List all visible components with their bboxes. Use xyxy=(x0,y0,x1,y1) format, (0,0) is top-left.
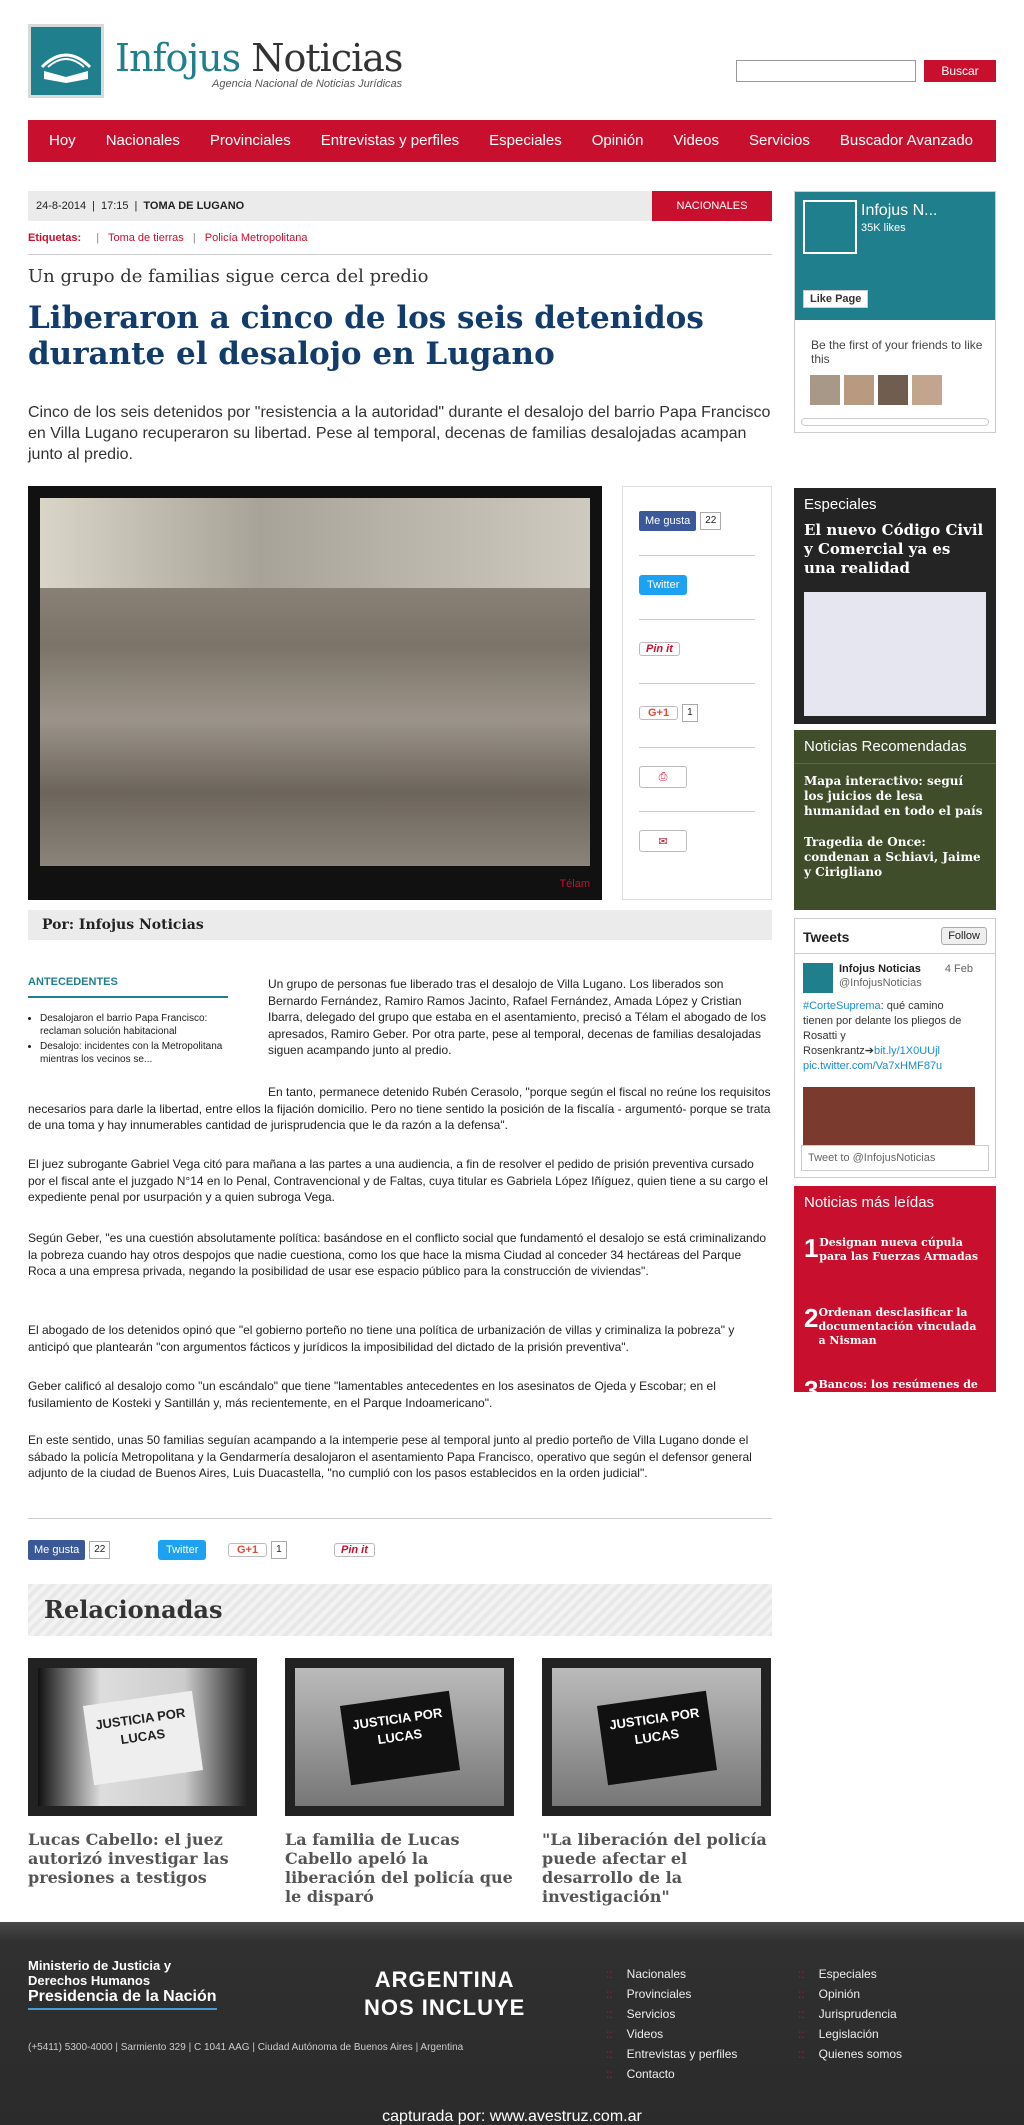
pinterest-button[interactable]: Pin it xyxy=(639,642,680,656)
like-count: 22 xyxy=(700,512,721,530)
related-heading: Relacionadas xyxy=(28,1584,772,1636)
nav-item-nacionales[interactable]: Nacionales xyxy=(105,132,180,149)
brand-infojus: Infojus xyxy=(115,36,241,80)
nav-item-servicios[interactable]: Servicios xyxy=(749,132,810,149)
body-paragraph: En este sentido, unas 50 familias seguían acampando a la intemperie pese al temporal junto al predio porteño de Villa Lugano donde el sábado la policía Metropolitana y la Gendarmería desalojaron el asentamiento Papa Francisco, operativo que según el defensor general adjunto de la ciudad de Buenos Aires, Luis Duacastella, "no cumplió con los pasos establecidos en la orden judicial". xyxy=(28,1433,752,1480)
divider xyxy=(639,619,755,620)
mas-leida-link[interactable]: Ordenan desclasificar la documentación vinculada a Nisman xyxy=(818,1306,977,1347)
nav-item-hoy[interactable]: Hoy xyxy=(49,132,76,149)
footer-link[interactable]: :: Contacto xyxy=(606,2064,737,2084)
related-image[interactable] xyxy=(285,1658,514,1816)
nav-item-entrevistas[interactable]: Entrevistas y perfiles xyxy=(320,132,460,149)
tweet-handle[interactable]: @InfojusNoticias xyxy=(839,977,922,989)
nav-item-opinion[interactable]: Opinión xyxy=(591,132,644,149)
avatar[interactable] xyxy=(809,374,841,406)
related-caption[interactable]: Lucas Cabello: el juez autorizó investigar las presiones a testigos xyxy=(28,1830,229,1887)
footer-presidencia[interactable]: Presidencia de la Nación xyxy=(28,1988,217,2010)
especiales-image[interactable] xyxy=(804,592,986,716)
footer-link[interactable]: :: Jurisprudencia xyxy=(798,2004,902,2024)
tweet-link[interactable]: pic.twitter.com/Va7xHMF87u xyxy=(803,1060,943,1072)
site-tagline: Agencia Nacional de Noticias Jurídicas xyxy=(212,78,403,90)
related-caption[interactable]: La familia de Lucas Cabello apeló la liberación del policía que le disparó xyxy=(285,1830,513,1906)
logo-book-icon xyxy=(38,37,94,85)
argentina-line: ARGENTINA xyxy=(374,1967,515,1992)
tweets-heading: Tweets xyxy=(803,929,850,945)
facebook-friends-text: Be the first of your friends to like this xyxy=(811,338,983,366)
nav-item-buscador[interactable]: Buscador Avanzado xyxy=(839,132,974,149)
article-topic: TOMA DE LUGANO xyxy=(143,200,245,212)
avatar[interactable] xyxy=(911,374,943,406)
site-brand[interactable] xyxy=(115,36,402,80)
mas-leida-link[interactable]: Designan nueva cúpula para las Fuerzas Armadas xyxy=(819,1236,979,1263)
section-badge[interactable]: NACIONALES xyxy=(652,191,772,221)
meta-separator: | xyxy=(92,200,96,212)
mas-leida-item[interactable] xyxy=(804,1304,986,1348)
especiales-box xyxy=(794,488,996,724)
tweet-avatar[interactable] xyxy=(803,963,833,993)
google-plus-button[interactable]: G+1 xyxy=(639,706,678,720)
email-icon[interactable]: ✉ xyxy=(639,830,687,852)
tag-link[interactable]: Toma de tierras xyxy=(107,232,184,244)
facebook-page-name[interactable]: Infojus N... xyxy=(861,202,938,219)
nav-item-especiales[interactable]: Especiales xyxy=(489,132,562,149)
tweet-date[interactable]: 4 Feb xyxy=(944,963,973,975)
body-paragraph: El juez subrogante Gabriel Vega citó para mañana a las partes a una audiencia, a fin de resolver el pedido de prisión preventiva cursado por el fiscal ante el juzgado N°14 en lo Penal, Contravencional y de Faltas, cuya titular es Gabriela López Iñíguez, quien tiene a su cargo el expediente penal por usurpación y a quien subroga Vega. xyxy=(28,1157,768,1204)
article-photo[interactable] xyxy=(40,498,590,866)
facebook-widget xyxy=(794,191,996,433)
mas-leida-item[interactable] xyxy=(804,1518,986,1562)
recomendada-link[interactable]: Mapa interactivo: seguí los juicios de lesa humanidad en todo el país xyxy=(804,774,983,818)
body-paragraph: Geber calificó al desalojo como "un escándalo" que tiene "lamentables antecedentes en los asesinatos de Ojeda y Escobar; en el fusilamiento de Kosteki y Santillán y, más recientemente, en el Parque Indoamericano". xyxy=(28,1379,716,1410)
search-input[interactable] xyxy=(736,60,916,82)
facebook-like-button[interactable]: Me gusta xyxy=(28,1540,85,1560)
facebook-like-button[interactable]: Me gusta xyxy=(639,511,696,531)
google-plus-button[interactable]: G+1 xyxy=(228,1543,267,1557)
antecedentes-box xyxy=(28,976,228,1068)
tweet-user[interactable]: Infojus Noticias xyxy=(839,963,921,975)
related-image-sign: JUSTICIA POR LUCAS xyxy=(597,1691,717,1786)
tag-separator: | xyxy=(96,232,100,244)
tweet-body: : qué camino tienen por delante los pliegos de Rosatti y Rosenkrantz➔ xyxy=(803,1000,962,1057)
footer-link[interactable]: :: Provinciales xyxy=(606,1984,737,2004)
tags-label: Etiquetas: xyxy=(28,232,82,244)
like-count: 22 xyxy=(89,1541,110,1559)
divider xyxy=(28,254,772,255)
tag-separator: | xyxy=(192,232,196,244)
tweet-to-input[interactable]: Tweet to @InfojusNoticias xyxy=(801,1145,989,1171)
twitter-share-button[interactable]: Twitter xyxy=(158,1540,206,1560)
footer-address: (+5411) 5300-4000 | Sarmiento 329 | C 1041 AAG | Ciudad Autónoma de Buenos Aires | Argentina xyxy=(28,2042,464,2053)
footer-ministerio[interactable]: Ministerio de Justicia y Derechos Humanos xyxy=(28,1958,172,1988)
tweets-widget xyxy=(794,918,996,1178)
twitter-follow-button[interactable]: Follow xyxy=(941,927,987,945)
antecedente-link[interactable]: • Desalojo: incidentes con la Metropolitana mientras los vecinos se... xyxy=(40,1040,228,1066)
divider xyxy=(28,1518,772,1519)
twitter-share-button[interactable]: Twitter xyxy=(639,575,687,595)
photo-credit: Télam xyxy=(559,878,590,890)
especiales-title[interactable]: El nuevo Código Civil y Comercial ya es una realidad xyxy=(804,521,984,577)
divider xyxy=(795,953,995,954)
mas-leida-item[interactable] xyxy=(804,1448,986,1492)
antecedentes-title: ANTECEDENTES xyxy=(28,976,118,988)
related-image-sign: JUSTICIA POR LUCAS xyxy=(83,1691,203,1786)
facebook-like[interactable] xyxy=(639,511,721,531)
capture-credit: capturada por: www.avestruz.com.ar xyxy=(382,2108,642,2125)
argentina-line: NOS INCLUYE xyxy=(364,1995,526,2020)
site-footer xyxy=(0,1922,1024,2125)
meta-separator: | xyxy=(134,200,138,212)
gplus-count: 1 xyxy=(271,1541,287,1559)
article-lead: Cinco de los seis detenidos por "resistencia a la autoridad" durante el desalojo del barrio Papa Francisco en Villa Lugano recuperaron su libertad. Pese al temporal, decenas de familias desalojadas acampan junto al predio. xyxy=(28,404,771,463)
related-item[interactable] xyxy=(285,1658,514,1906)
rank-number: 3 xyxy=(804,1375,819,1405)
footer-link[interactable]: :: Nacionales xyxy=(606,1964,737,1984)
footer-link[interactable]: :: Legislación xyxy=(798,2024,902,2044)
footer-links-col1 xyxy=(606,1964,737,2084)
avatar[interactable] xyxy=(877,374,909,406)
related-image[interactable] xyxy=(542,1658,771,1816)
facebook-like-page-button[interactable]: Like Page xyxy=(803,290,868,308)
mas-leida-link[interactable]: Cómo deben actuar los funcionarios en caso de recibir regalos de cortesía xyxy=(818,1520,981,1561)
facebook-likes-count: 35K likes xyxy=(861,222,906,234)
divider xyxy=(639,555,755,556)
footer-link[interactable]: :: Videos xyxy=(606,2024,737,2044)
footer-link[interactable]: :: Especiales xyxy=(798,1964,902,1984)
facebook-cover xyxy=(795,192,995,320)
related-caption[interactable]: "La liberación del policía puede afectar el desarrollo de la investigación" xyxy=(542,1830,767,1906)
recomendada-link[interactable]: Tragedia de Once: condenan a Schiavi, Jaime y Cirigliano xyxy=(804,835,981,879)
footer-argentina-logo[interactable] xyxy=(364,1966,525,2022)
pinterest-button[interactable]: Pin it xyxy=(334,1543,375,1557)
body-paragraph: En tanto, permanece detenido Rubén Cerasolo, "porque según el fiscal no reúne los requisitos necesarios para darle la libertad, entre ellos la fijación domicilio. Pero no tiene sentido la posición de la fiscalía - argumentó- porque se trata de una toma y hay innumerables cantidad de jurisprudencia que le da razón a la defensa". xyxy=(28,1085,771,1132)
mas-leida-item[interactable] xyxy=(804,1234,986,1264)
gplus-count: 1 xyxy=(682,704,698,722)
footer-link[interactable]: :: Servicios xyxy=(606,2004,737,2024)
footer-link[interactable]: :: Entrevistas y perfiles xyxy=(606,2044,737,2064)
divider xyxy=(28,996,228,998)
divider xyxy=(639,747,755,748)
related-image[interactable] xyxy=(28,1658,257,1816)
nav-item-provinciales[interactable]: Provinciales xyxy=(209,132,291,149)
related-image-sign: JUSTICIA POR LUCAS xyxy=(340,1691,460,1786)
footer-link[interactable]: :: Opinión xyxy=(798,1984,902,2004)
article-time: 17:15 xyxy=(101,200,129,212)
mas-leida-item[interactable] xyxy=(804,1376,986,1420)
mas-leidas-box xyxy=(794,1186,996,1561)
article-byline: Por: Infojus Noticias xyxy=(28,910,772,940)
search-button[interactable]: Buscar xyxy=(924,60,996,82)
rank-number: 2 xyxy=(804,1303,819,1333)
mas-leidas-heading: Noticias más leídas xyxy=(804,1194,935,1211)
related-item[interactable] xyxy=(542,1658,771,1906)
rank-number: 4 xyxy=(804,1447,819,1477)
especiales-heading: Especiales xyxy=(804,496,877,513)
footer-link[interactable]: :: Quienes somos xyxy=(798,2044,902,2064)
tweet-text xyxy=(803,999,975,1074)
body-paragraph: Un grupo de personas fue liberado tras el desalojo de Villa Lugano. Los liberados son Bernardo Fernández, Ramiro Ramos Jacinto, Rafael Fernández, Amada López y Cristian Ibarra, delegado del grupo que estaba en el asentamiento, precisó a Télam el abogado de los apresados, Ramiro Geber. Por otra parte, pese al temporal, decenas de familias desalojadas siguen acampando junto al predio. xyxy=(268,977,767,1057)
tweet-hashtag[interactable]: #CorteSuprema xyxy=(803,1000,881,1012)
tweet-link[interactable]: bit.ly/1X0UUjl xyxy=(873,1045,940,1057)
recomendadas-box xyxy=(794,730,996,910)
article-photo-frame xyxy=(28,486,602,900)
related-item[interactable] xyxy=(28,1658,257,1887)
rank-number: 1 xyxy=(804,1233,819,1263)
mas-leida-link[interactable]: Bancos: los resúmenes de cuenta y de tarjetas serán electrónicos xyxy=(818,1378,979,1419)
main-nav xyxy=(28,120,996,162)
tweet-image[interactable] xyxy=(803,1087,975,1145)
body-paragraph: Según Geber, "es una cuestión absolutamente política: basándose en el conflicto social que fundamentó el desalojo se está criminalizando la pobreza cuando hay otros despojos que nadie cuestiona, como los que hace la misma Ciudad al conceder 34 hectáreas del Parque Roca a una empresa privada, negando la posibilidad de usar ese espacio público para la construcción de viviendas". xyxy=(28,1231,767,1278)
share-column xyxy=(622,486,772,900)
tags-row xyxy=(28,232,308,244)
divider xyxy=(639,683,755,684)
facebook-scrollbar[interactable] xyxy=(801,418,989,426)
divider xyxy=(639,811,755,812)
nav-item-videos[interactable]: Videos xyxy=(673,132,720,149)
print-icon[interactable]: ⎙ xyxy=(639,766,687,788)
recomendadas-heading: Noticias Recomendadas xyxy=(794,730,996,764)
tag-link[interactable]: Policía Metropolitana xyxy=(204,232,308,244)
body-paragraph: El abogado de los detenidos opinó que "el gobierno porteño no tiene una política de urbanización de villas y criminaliza la pobreza" y anticipó que plantearán "con argumentos fácticos y jurídicos la imposibilidad del dictado de la prisión preventiva". xyxy=(28,1323,735,1354)
antecedente-link[interactable]: • Desalojaron el barrio Papa Francisco: reclaman solución habitacional xyxy=(40,1012,228,1038)
mas-leida-link[interactable]: Deberán definir si se unifican las causas por la triple fuga xyxy=(818,1450,975,1491)
rank-number: 5 xyxy=(804,1517,819,1547)
facebook-page-logo[interactable] xyxy=(803,200,857,254)
article-kicker: Un grupo de familias sigue cerca del predio xyxy=(28,266,429,287)
brand-noticias: Noticias xyxy=(240,36,403,80)
site-logo[interactable] xyxy=(28,24,104,98)
article-date: 24-8-2014 xyxy=(36,200,87,212)
article-title: Liberaron a cinco de los seis detenidos durante el desalojo en Lugano xyxy=(28,300,704,372)
bottom-share-bar xyxy=(28,1540,528,1562)
avatar[interactable] xyxy=(843,374,875,406)
footer-links-col2 xyxy=(798,1964,902,2064)
